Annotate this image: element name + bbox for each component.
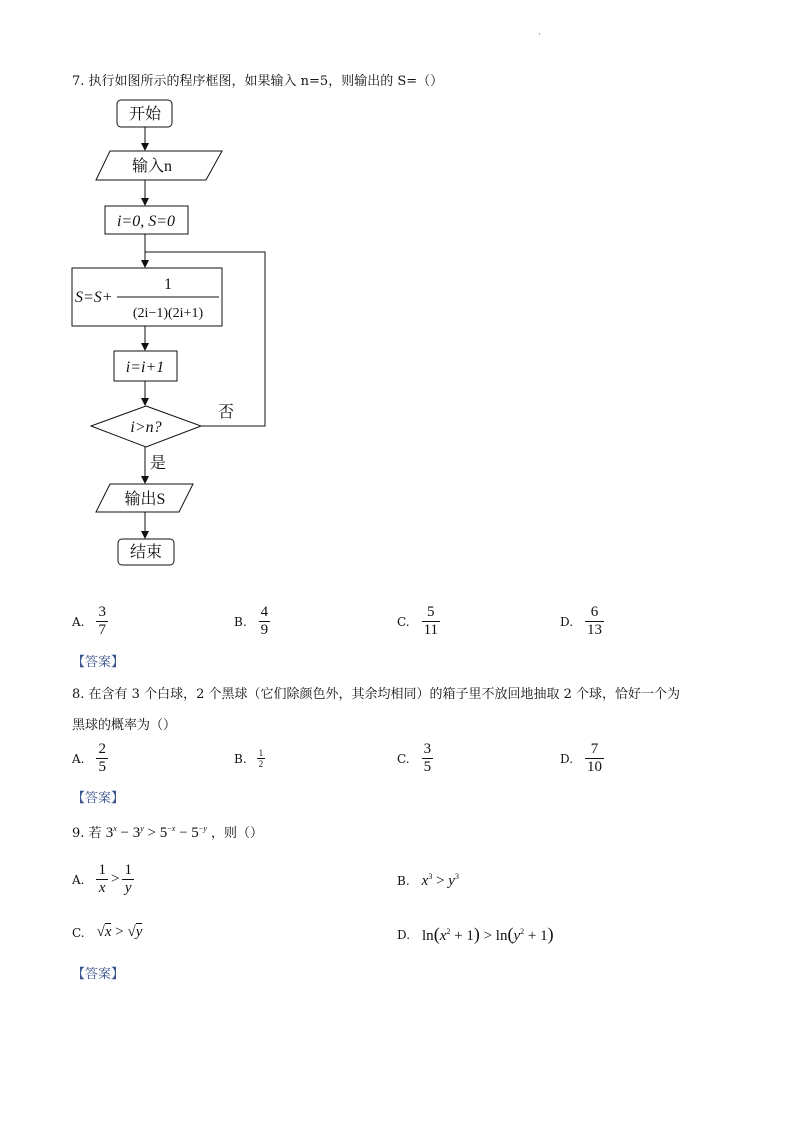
option-fraction: $\frac{3}{7}$ [98,604,106,638]
q9-option-b[interactable] [397,872,459,890]
q7-stem: 7. 执行如图所示的程序框图，如果输入 n=5，则输出的 S=（） [72,74,444,89]
q9-answer-label: 【答案】 [72,967,125,982]
q9-option-c[interactable] [72,924,142,941]
option-fraction: $\frac{7}{10}$ [587,741,603,775]
option-letter: C. [72,925,85,940]
flow-yes-label: 是 [150,455,167,472]
option-fraction: $\frac{2}{5}$ [98,741,106,775]
q8-option-a[interactable] [72,741,108,776]
q9-stem-prefix: 9. 若 [72,826,102,841]
option-letter: A. [72,614,85,629]
option-fraction: $\frac{5}{11}$ [423,604,439,638]
corner-dot: · [538,30,541,40]
q9-stem-suffix: ，则（） [211,826,264,841]
flow-no-label: 否 [218,404,235,421]
option-letter: D. [560,751,574,766]
q8-option-b[interactable] [234,748,265,769]
option-letter: B. [234,614,247,629]
q8-option-c[interactable] [397,741,433,776]
q7-answer-label: 【答案】 [72,655,125,670]
option-letter: B. [234,751,247,766]
flow-condition-text: i>n? [130,419,162,436]
flow-end-text: 结束 [129,544,163,561]
option-letter: D. [560,614,574,629]
option-fraction: $\frac{3}{5}$ [423,741,432,775]
option-fraction: $\frac{4}{9}$ [260,604,269,638]
option-letter: A. [72,872,85,887]
q8-option-d[interactable] [560,741,604,776]
flow-update-lhs: S=S+ [75,289,113,306]
q9-inequality: $3^x - 3^y > 5^{-x} - 5^{-y}$ [105,824,207,841]
option-letter: B. [397,874,410,888]
q9-option-b-expr: $x^3 > y^3$ [421,872,459,889]
option-letter: C. [397,614,410,629]
option-letter: D. [397,927,411,942]
option-letter: A. [72,751,85,766]
option-fraction: $\frac{1}{2}$ [258,748,264,769]
q9-option-c-expr: √x > √y [96,924,143,940]
option-letter: C. [397,751,410,766]
flow-increment-text: i=i+1 [125,359,165,376]
q9-option-a-expr: $\frac{1}{x}$ > $\frac{1}{y}$ [98,862,132,896]
flow-output-text: 输出S [124,491,166,508]
q9-option-d-expr: $\ln(x^2 + 1) > \ln(y^2 + 1)$ [422,924,554,944]
q7-option-d[interactable] [560,604,604,639]
q8-answer-label: 【答案】 [72,791,125,806]
q7-option-a[interactable] [72,604,108,639]
q8-stem-line1: 8. 在含有 3 个白球，2 个黑球（它们除颜色外，其余均相同）的箱子里不放回地抽取 2 个球，恰好一个为 [72,687,681,702]
option-fraction: $\frac{6}{13}$ [587,604,603,638]
flow-update-num: 1 [164,276,172,293]
q7-option-b[interactable] [234,604,270,639]
q9-option-d[interactable] [397,924,554,945]
q8-stem-line2: 黑球的概率为（） [72,718,177,733]
q9-stem [72,822,263,842]
flow-init-text: i=0, S=0 [116,213,176,230]
q9-option-a[interactable] [72,862,134,897]
flow-update-den: (2i−1)(2i+1) [132,306,204,321]
flow-input-text: 输入n [131,158,173,175]
q7-option-c[interactable] [397,604,440,639]
flow-start-text: 开始 [128,106,162,123]
